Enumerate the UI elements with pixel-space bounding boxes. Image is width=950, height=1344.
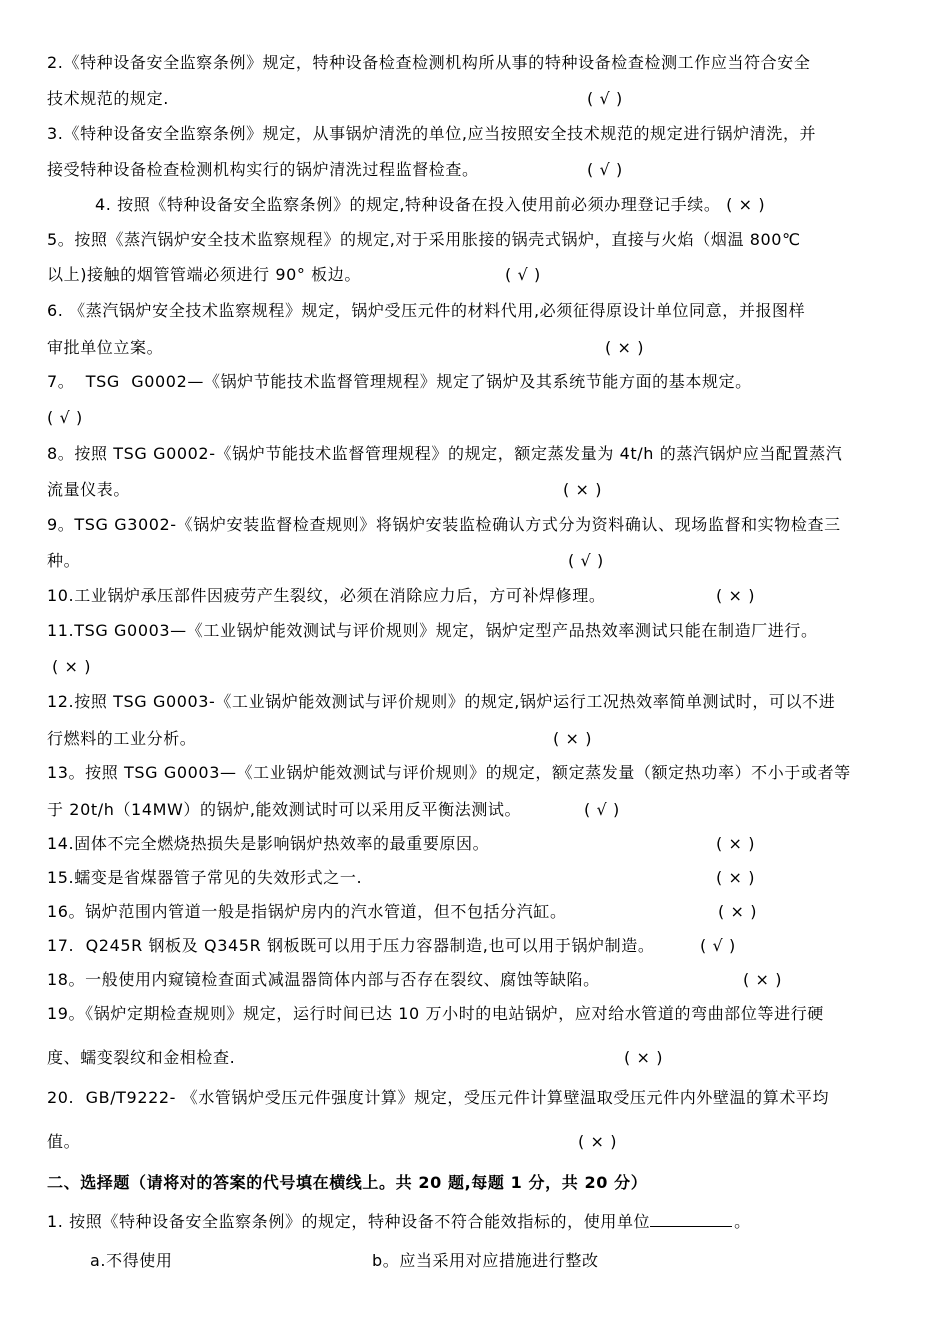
choice-q1-end: 。 bbox=[734, 1212, 751, 1231]
q18-line1: 18。一般使用内窥镜检查面式减温器筒体内部与否存在裂纹、腐蚀等缺陷。 bbox=[47, 970, 600, 989]
q12-answer: ( × ) bbox=[553, 729, 593, 748]
q17-line1: 17. Q245R 钢板及 Q345R 钢板既可以用于压力容器制造,也可以用于锅炉制造。 bbox=[47, 936, 655, 955]
q16-line1: 16。锅炉范围内管道一般是指锅炉房内的汽水管道，但不包括分汽缸。 bbox=[47, 902, 567, 921]
answer-blank[interactable] bbox=[650, 1210, 732, 1227]
q19-answer: ( × ) bbox=[624, 1048, 664, 1067]
q13-line1: 13。按照 TSG G0003—《工业锅炉能效测试与评价规则》的规定，额定蒸发量（额定热功率）不小于或者等 bbox=[47, 763, 851, 782]
q13-line2: 于 20t/h（14MW）的锅炉,能效测试时可以采用反平衡法测试。 bbox=[47, 800, 522, 819]
q6-answer: ( × ) bbox=[605, 338, 645, 357]
q7-line1: 7。 TSG G0002—《锅炉节能技术监督管理规程》规定了锅炉及其系统节能方面的基本规定。 bbox=[47, 372, 752, 391]
q18-answer: ( × ) bbox=[743, 970, 783, 989]
q8-line1: 8。按照 TSG G0002-《锅炉节能技术监督管理规程》的规定，额定蒸发量为 4t/h 的蒸汽锅炉应当配置蒸汽 bbox=[47, 444, 843, 463]
section-heading: 二、选择题（请将对的答案的代号填在横线上。共 20 题,每题 1 分，共 20 分） bbox=[47, 1173, 648, 1192]
q9-line1: 9。TSG G3002-《锅炉安装监督检查规则》将锅炉安装监检确认方式分为资料确认、现场监督和实物检查三 bbox=[47, 515, 841, 534]
q2-line1: 2.《特种设备安全监察条例》规定，特种设备检查检测机构所从事的特种设备检查检测工作应当符合安全 bbox=[47, 53, 811, 72]
q9-answer: ( √ ) bbox=[568, 551, 604, 570]
choice-option-b: b。应当采用对应措施进行整改 bbox=[372, 1251, 599, 1270]
q5-line1: 5。按照《蒸汽锅炉安全技术监察规程》的规定,对于采用胀接的锅壳式锅炉，直接与火焰（烟温 800℃ bbox=[47, 230, 801, 249]
q14-line1: 14.固体不完全燃烧热损失是影响锅炉热效率的最重要原因。 bbox=[47, 834, 490, 853]
q17-answer: ( √ ) bbox=[700, 936, 736, 955]
q20-answer: ( × ) bbox=[578, 1132, 618, 1151]
q2-answer: ( √ ) bbox=[587, 89, 623, 108]
choice-q1-text: 1. 按照《特种设备安全监察条例》的规定，特种设备不符合能效指标的，使用单位 bbox=[47, 1212, 651, 1231]
q3-answer: ( √ ) bbox=[587, 160, 623, 179]
q2-line2: 技术规范的规定. bbox=[47, 89, 169, 108]
q20-line2: 值。 bbox=[47, 1132, 81, 1151]
q5-line2: 以上)接触的烟管管端必须进行 90° 板边。 bbox=[47, 265, 361, 284]
q15-line1: 15.蠕变是省煤器管子常见的失效形式之一. bbox=[47, 868, 363, 887]
q19-line2: 度、蠕变裂纹和金相检查. bbox=[47, 1048, 236, 1067]
q11-line1: 11.TSG G0003—《工业锅炉能效测试与评价规则》规定，锅炉定型产品热效率测试只能在制造厂进行。 bbox=[47, 621, 818, 640]
choice-option-a: a.不得使用 bbox=[90, 1251, 173, 1270]
q19-line1: 19。《锅炉定期检查规则》规定，运行时间已达 10 万小时的电站锅炉，应对给水管道的弯曲部位等进行硬 bbox=[47, 1004, 824, 1023]
q14-answer: ( × ) bbox=[716, 834, 756, 853]
q7-answer: ( √ ) bbox=[47, 408, 83, 427]
q3-line1: 3.《特种设备安全监察条例》规定，从事锅炉清洗的单位,应当按照安全技术规范的规定进行锅炉清洗，并 bbox=[47, 124, 817, 143]
choice-q1-stem bbox=[47, 1210, 751, 1233]
q16-answer: ( × ) bbox=[718, 902, 758, 921]
q12-line1: 12.按照 TSG G0003-《工业锅炉能效测试与评价规则》的规定,锅炉运行工况热效率简单测试时，可以不进 bbox=[47, 692, 836, 711]
q12-line2: 行燃料的工业分析。 bbox=[47, 729, 197, 748]
q20-line1: 20. GB/T9222- 《水管锅炉受压元件强度计算》规定，受压元件计算壁温取受压元件内外壁温的算术平均 bbox=[47, 1088, 830, 1107]
q8-line2: 流量仪表。 bbox=[47, 480, 131, 499]
q15-answer: ( × ) bbox=[716, 868, 756, 887]
q4-line1: 4. 按照《特种设备安全监察条例》的规定,特种设备在投入使用前必须办理登记手续。 ( × ) bbox=[95, 195, 766, 214]
q5-answer: ( √ ) bbox=[505, 265, 541, 284]
q6-line2: 审批单位立案。 bbox=[47, 338, 164, 357]
q8-answer: ( × ) bbox=[563, 480, 603, 499]
q10-answer: ( × ) bbox=[716, 586, 756, 605]
q11-answer: ( × ) bbox=[52, 657, 92, 676]
q6-line1: 6. 《蒸汽锅炉安全技术监察规程》规定，锅炉受压元件的材料代用,必须征得原设计单位同意，并报图样 bbox=[47, 301, 806, 320]
q13-answer: ( √ ) bbox=[584, 800, 620, 819]
q9-line2: 种。 bbox=[47, 551, 81, 570]
q10-line1: 10.工业锅炉承压部件因疲劳产生裂纹，必须在消除应力后，方可补焊修理。 bbox=[47, 586, 606, 605]
q3-line2: 接受特种设备检查检测机构实行的锅炉清洗过程监督检查。 bbox=[47, 160, 479, 179]
